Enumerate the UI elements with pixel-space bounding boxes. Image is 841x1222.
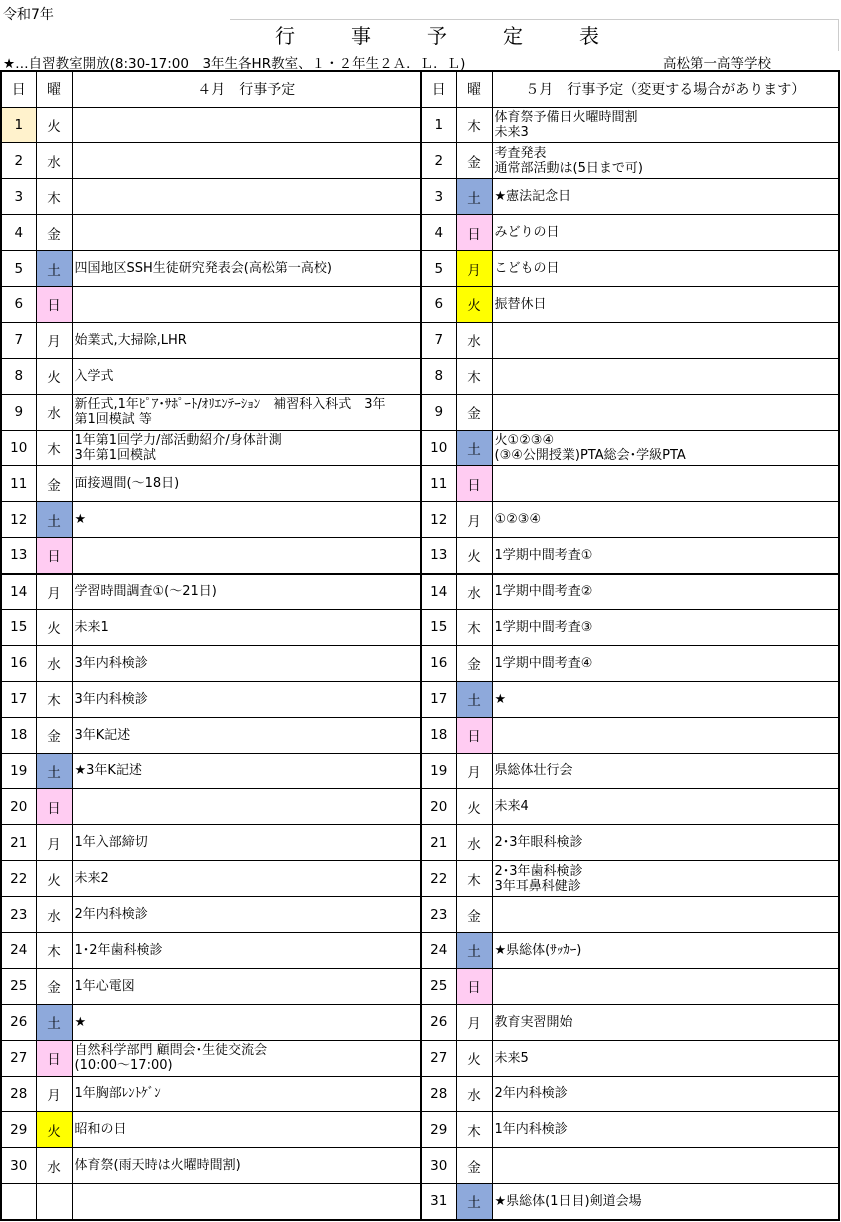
- april-weekday-cell: 土: [36, 1004, 72, 1040]
- april-day-cell: 23: [1, 897, 36, 933]
- may-weekday-cell: 月: [456, 1004, 492, 1040]
- table-row: [1, 107, 839, 143]
- april-day-cell: 10: [1, 430, 36, 466]
- april-dow-header: 曜: [36, 71, 72, 107]
- may-day-cell: 19: [421, 753, 456, 789]
- may-day-cell: 28: [421, 1076, 456, 1112]
- may-event-cell: 体育祭予備日火曜時間割 未来3: [492, 107, 839, 143]
- may-weekday-cell: 日: [456, 968, 492, 1004]
- may-day-cell: 2: [421, 143, 456, 179]
- april-day-cell: 4: [1, 215, 36, 251]
- april-weekday-cell: 月: [36, 574, 72, 610]
- april-day-cell: 21: [1, 825, 36, 861]
- april-event-cell: 1年心電図: [72, 968, 421, 1004]
- april-day-cell: 2: [1, 143, 36, 179]
- may-weekday-cell: 金: [456, 897, 492, 933]
- april-weekday-cell: 日: [36, 789, 72, 825]
- april-event-cell: 3年K記述: [72, 717, 421, 753]
- may-weekday-cell: 水: [456, 1076, 492, 1112]
- study-room-note: ★…自習教室開放(8:30-17:00 3年生各HR教室、１・２年生２Ａ．Ｌ．Ｌ): [3, 56, 466, 72]
- may-event-cell: 県総体壮行会: [492, 753, 839, 789]
- may-event-cell: 2･3年眼科検診: [492, 825, 839, 861]
- may-weekday-cell: 月: [456, 753, 492, 789]
- april-day-header: 日: [1, 71, 36, 107]
- april-day-cell: 7: [1, 322, 36, 358]
- april-event-cell: 新任式,1年ﾋﾟｱ･ｻﾎﾟｰﾄ/ｵﾘｴﾝﾃｰｼｮﾝ 補習科入科式 3年 第1回模試 等: [72, 394, 421, 430]
- april-day-cell: 15: [1, 609, 36, 645]
- april-event-cell: ★: [72, 502, 421, 538]
- table-row: [1, 789, 839, 825]
- table-row: [1, 574, 839, 610]
- april-day-cell: 29: [1, 1112, 36, 1148]
- april-event-cell: 3年内科検診: [72, 681, 421, 717]
- may-event-cell: [492, 466, 839, 502]
- april-event-cell: 1年入部締切: [72, 825, 421, 861]
- april-day-cell: 18: [1, 717, 36, 753]
- may-day-cell: 11: [421, 466, 456, 502]
- april-weekday-cell: 金: [36, 717, 72, 753]
- april-weekday-cell: 水: [36, 1148, 72, 1184]
- april-event-cell: 昭和の日: [72, 1112, 421, 1148]
- april-weekday-cell: [36, 1184, 72, 1220]
- may-weekday-cell: 木: [456, 609, 492, 645]
- april-day-cell: 22: [1, 861, 36, 897]
- may-day-cell: 12: [421, 502, 456, 538]
- may-event-cell: 振替休日: [492, 286, 839, 322]
- may-title-header: ５月 行事予定（変更する場合があります）: [492, 71, 839, 107]
- may-day-cell: 9: [421, 394, 456, 430]
- april-weekday-cell: 火: [36, 1112, 72, 1148]
- april-day-cell: 13: [1, 538, 36, 574]
- april-weekday-cell: 土: [36, 502, 72, 538]
- april-weekday-cell: 金: [36, 466, 72, 502]
- april-event-cell: 1･2年歯科検診: [72, 932, 421, 968]
- may-event-cell: ★県総体(1日目)剣道会場: [492, 1184, 839, 1220]
- april-event-cell: 3年内科検診: [72, 645, 421, 681]
- april-weekday-cell: 土: [36, 753, 72, 789]
- may-event-cell: [492, 394, 839, 430]
- may-day-cell: 13: [421, 538, 456, 574]
- may-weekday-cell: 金: [456, 143, 492, 179]
- may-day-cell: 18: [421, 717, 456, 753]
- april-weekday-cell: 木: [36, 179, 72, 215]
- april-day-cell: 6: [1, 286, 36, 322]
- may-day-cell: 29: [421, 1112, 456, 1148]
- may-event-cell: 1年内科検診: [492, 1112, 839, 1148]
- april-event-cell: 始業式,大掃除,LHR: [72, 322, 421, 358]
- april-event-cell: ★: [72, 1004, 421, 1040]
- may-weekday-cell: 木: [456, 861, 492, 897]
- may-day-cell: 22: [421, 861, 456, 897]
- table-row: [1, 502, 839, 538]
- april-weekday-cell: 水: [36, 143, 72, 179]
- table-row: [1, 538, 839, 574]
- table-row: [1, 179, 839, 215]
- may-event-cell: [492, 1148, 839, 1184]
- april-day-cell: 28: [1, 1076, 36, 1112]
- april-weekday-cell: 水: [36, 645, 72, 681]
- april-title-header: ４月 行事予定: [72, 71, 421, 107]
- april-weekday-cell: 木: [36, 430, 72, 466]
- table-row: [1, 825, 839, 861]
- may-day-cell: 15: [421, 609, 456, 645]
- may-weekday-cell: 水: [456, 322, 492, 358]
- may-weekday-cell: 木: [456, 107, 492, 143]
- april-day-cell: 16: [1, 645, 36, 681]
- april-day-cell: 3: [1, 179, 36, 215]
- april-event-cell: ★3年K記述: [72, 753, 421, 789]
- may-day-cell: 24: [421, 932, 456, 968]
- april-event-cell: [72, 143, 421, 179]
- april-event-cell: 未来2: [72, 861, 421, 897]
- may-weekday-cell: 火: [456, 538, 492, 574]
- may-event-cell: 2･3年歯科検診 3年耳鼻科健診: [492, 861, 839, 897]
- may-event-cell: こどもの日: [492, 251, 839, 287]
- may-day-cell: 26: [421, 1004, 456, 1040]
- table-row: [1, 1040, 839, 1076]
- may-event-cell: 2年内科検診: [492, 1076, 839, 1112]
- schedule-table: [0, 70, 840, 1221]
- april-day-cell: 12: [1, 502, 36, 538]
- table-row: [1, 1112, 839, 1148]
- april-weekday-cell: 水: [36, 394, 72, 430]
- april-day-cell: 25: [1, 968, 36, 1004]
- may-day-cell: 20: [421, 789, 456, 825]
- may-event-cell: ①②③④: [492, 502, 839, 538]
- april-day-cell: [1, 1184, 36, 1220]
- may-weekday-cell: 土: [456, 430, 492, 466]
- table-row: [1, 968, 839, 1004]
- april-event-cell: 2年内科検診: [72, 897, 421, 933]
- may-event-cell: ★県総体(ｻｯｶｰ): [492, 932, 839, 968]
- may-day-cell: 14: [421, 574, 456, 610]
- table-row: [1, 1148, 839, 1184]
- april-weekday-cell: 日: [36, 538, 72, 574]
- may-event-cell: ★憲法記念日: [492, 179, 839, 215]
- april-event-cell: [72, 789, 421, 825]
- may-day-cell: 23: [421, 897, 456, 933]
- may-day-cell: 21: [421, 825, 456, 861]
- table-row: [1, 609, 839, 645]
- may-event-cell: 火①②③④ (③④公開授業)PTA総会･学級PTA: [492, 430, 839, 466]
- april-event-cell: 入学式: [72, 358, 421, 394]
- may-day-cell: 3: [421, 179, 456, 215]
- may-weekday-cell: 月: [456, 502, 492, 538]
- table-row: [1, 753, 839, 789]
- may-event-cell: 教育実習開始: [492, 1004, 839, 1040]
- may-weekday-cell: 日: [456, 215, 492, 251]
- table-row: [1, 681, 839, 717]
- may-weekday-cell: 月: [456, 251, 492, 287]
- table-row: [1, 1184, 839, 1220]
- may-weekday-cell: 日: [456, 717, 492, 753]
- may-day-cell: 30: [421, 1148, 456, 1184]
- april-event-cell: 自然科学部門 顧問会･生徒交流会 (10:00～17:00): [72, 1040, 421, 1076]
- may-weekday-cell: 土: [456, 932, 492, 968]
- april-event-cell: [72, 538, 421, 574]
- april-day-cell: 5: [1, 251, 36, 287]
- table-row: [1, 430, 839, 466]
- may-event-cell: [492, 968, 839, 1004]
- table-row: [1, 897, 839, 933]
- may-event-cell: みどりの日: [492, 215, 839, 251]
- april-weekday-cell: 火: [36, 861, 72, 897]
- may-event-cell: [492, 358, 839, 394]
- table-row: [1, 358, 839, 394]
- may-day-cell: 27: [421, 1040, 456, 1076]
- may-day-cell: 25: [421, 968, 456, 1004]
- may-weekday-cell: 水: [456, 574, 492, 610]
- april-event-cell: [72, 286, 421, 322]
- april-weekday-cell: 金: [36, 215, 72, 251]
- table-row: [1, 215, 839, 251]
- april-event-cell: [72, 179, 421, 215]
- april-event-cell: [72, 215, 421, 251]
- april-day-cell: 9: [1, 394, 36, 430]
- april-event-cell: 1年胸部ﾚﾝﾄｹﾞﾝ: [72, 1076, 421, 1112]
- may-day-cell: 31: [421, 1184, 456, 1220]
- may-day-cell: 8: [421, 358, 456, 394]
- may-event-cell: [492, 717, 839, 753]
- may-event-cell: 考査発表 通常部活動は(5日まで可): [492, 143, 839, 179]
- may-weekday-cell: 金: [456, 394, 492, 430]
- april-day-cell: 14: [1, 574, 36, 610]
- may-event-cell: 1学期中間考査②: [492, 574, 839, 610]
- may-day-cell: 4: [421, 215, 456, 251]
- april-weekday-cell: 木: [36, 681, 72, 717]
- may-weekday-cell: 水: [456, 825, 492, 861]
- table-row: [1, 932, 839, 968]
- may-weekday-cell: 日: [456, 466, 492, 502]
- april-event-cell: 体育祭(雨天時は火曜時間割): [72, 1148, 421, 1184]
- may-day-cell: 6: [421, 286, 456, 322]
- table-row: [1, 251, 839, 287]
- april-day-cell: 26: [1, 1004, 36, 1040]
- page-title: 行事予定表: [275, 24, 655, 48]
- table-row: [1, 717, 839, 753]
- header-row: [1, 71, 839, 107]
- may-event-cell: [492, 897, 839, 933]
- april-day-cell: 17: [1, 681, 36, 717]
- may-day-cell: 7: [421, 322, 456, 358]
- era-label: 令和7年: [3, 7, 54, 23]
- april-weekday-cell: 水: [36, 897, 72, 933]
- april-weekday-cell: 月: [36, 322, 72, 358]
- may-day-cell: 5: [421, 251, 456, 287]
- april-event-cell: 面接週間(～18日): [72, 466, 421, 502]
- table-row: [1, 1004, 839, 1040]
- may-weekday-cell: 土: [456, 179, 492, 215]
- may-dow-header: 曜: [456, 71, 492, 107]
- april-event-cell: 四国地区SSH生徒研究発表会(高松第一高校): [72, 251, 421, 287]
- april-event-cell: 学習時間調査①(～21日): [72, 574, 421, 610]
- may-weekday-cell: 火: [456, 1040, 492, 1076]
- april-day-cell: 30: [1, 1148, 36, 1184]
- table-row: [1, 322, 839, 358]
- april-day-cell: 27: [1, 1040, 36, 1076]
- may-day-cell: 16: [421, 645, 456, 681]
- schedule-body: [1, 107, 839, 1220]
- april-day-cell: 1: [1, 107, 36, 143]
- april-event-cell: [72, 107, 421, 143]
- may-weekday-cell: 土: [456, 1184, 492, 1220]
- april-day-cell: 19: [1, 753, 36, 789]
- may-day-header: 日: [421, 71, 456, 107]
- school-name: 高松第一高等学校: [663, 56, 771, 72]
- table-row: [1, 394, 839, 430]
- april-weekday-cell: 日: [36, 1040, 72, 1076]
- april-day-cell: 24: [1, 932, 36, 968]
- may-event-cell: 未来5: [492, 1040, 839, 1076]
- may-event-cell: ★: [492, 681, 839, 717]
- april-day-cell: 20: [1, 789, 36, 825]
- may-weekday-cell: 木: [456, 1112, 492, 1148]
- may-weekday-cell: 火: [456, 789, 492, 825]
- table-row: [1, 1076, 839, 1112]
- may-event-cell: 1学期中間考査④: [492, 645, 839, 681]
- may-weekday-cell: 土: [456, 681, 492, 717]
- table-row: [1, 143, 839, 179]
- may-event-cell: [492, 322, 839, 358]
- may-day-cell: 10: [421, 430, 456, 466]
- april-weekday-cell: 金: [36, 968, 72, 1004]
- april-event-cell: [72, 1184, 421, 1220]
- may-day-cell: 17: [421, 681, 456, 717]
- april-weekday-cell: 火: [36, 107, 72, 143]
- may-day-cell: 1: [421, 107, 456, 143]
- may-event-cell: 1学期中間考査①: [492, 538, 839, 574]
- april-day-cell: 11: [1, 466, 36, 502]
- may-event-cell: 未来4: [492, 789, 839, 825]
- table-row: [1, 861, 839, 897]
- april-weekday-cell: 日: [36, 286, 72, 322]
- may-weekday-cell: 金: [456, 645, 492, 681]
- table-row: [1, 466, 839, 502]
- may-weekday-cell: 金: [456, 1148, 492, 1184]
- table-row: [1, 645, 839, 681]
- april-weekday-cell: 木: [36, 932, 72, 968]
- april-weekday-cell: 土: [36, 251, 72, 287]
- april-weekday-cell: 月: [36, 825, 72, 861]
- april-weekday-cell: 月: [36, 1076, 72, 1112]
- april-weekday-cell: 火: [36, 609, 72, 645]
- april-day-cell: 8: [1, 358, 36, 394]
- may-weekday-cell: 火: [456, 286, 492, 322]
- april-weekday-cell: 火: [36, 358, 72, 394]
- april-event-cell: 未来1: [72, 609, 421, 645]
- may-weekday-cell: 木: [456, 358, 492, 394]
- april-event-cell: 1年第1回学力/部活動紹介/身体計測 3年第1回模試: [72, 430, 421, 466]
- table-row: [1, 286, 839, 322]
- may-event-cell: 1学期中間考査③: [492, 609, 839, 645]
